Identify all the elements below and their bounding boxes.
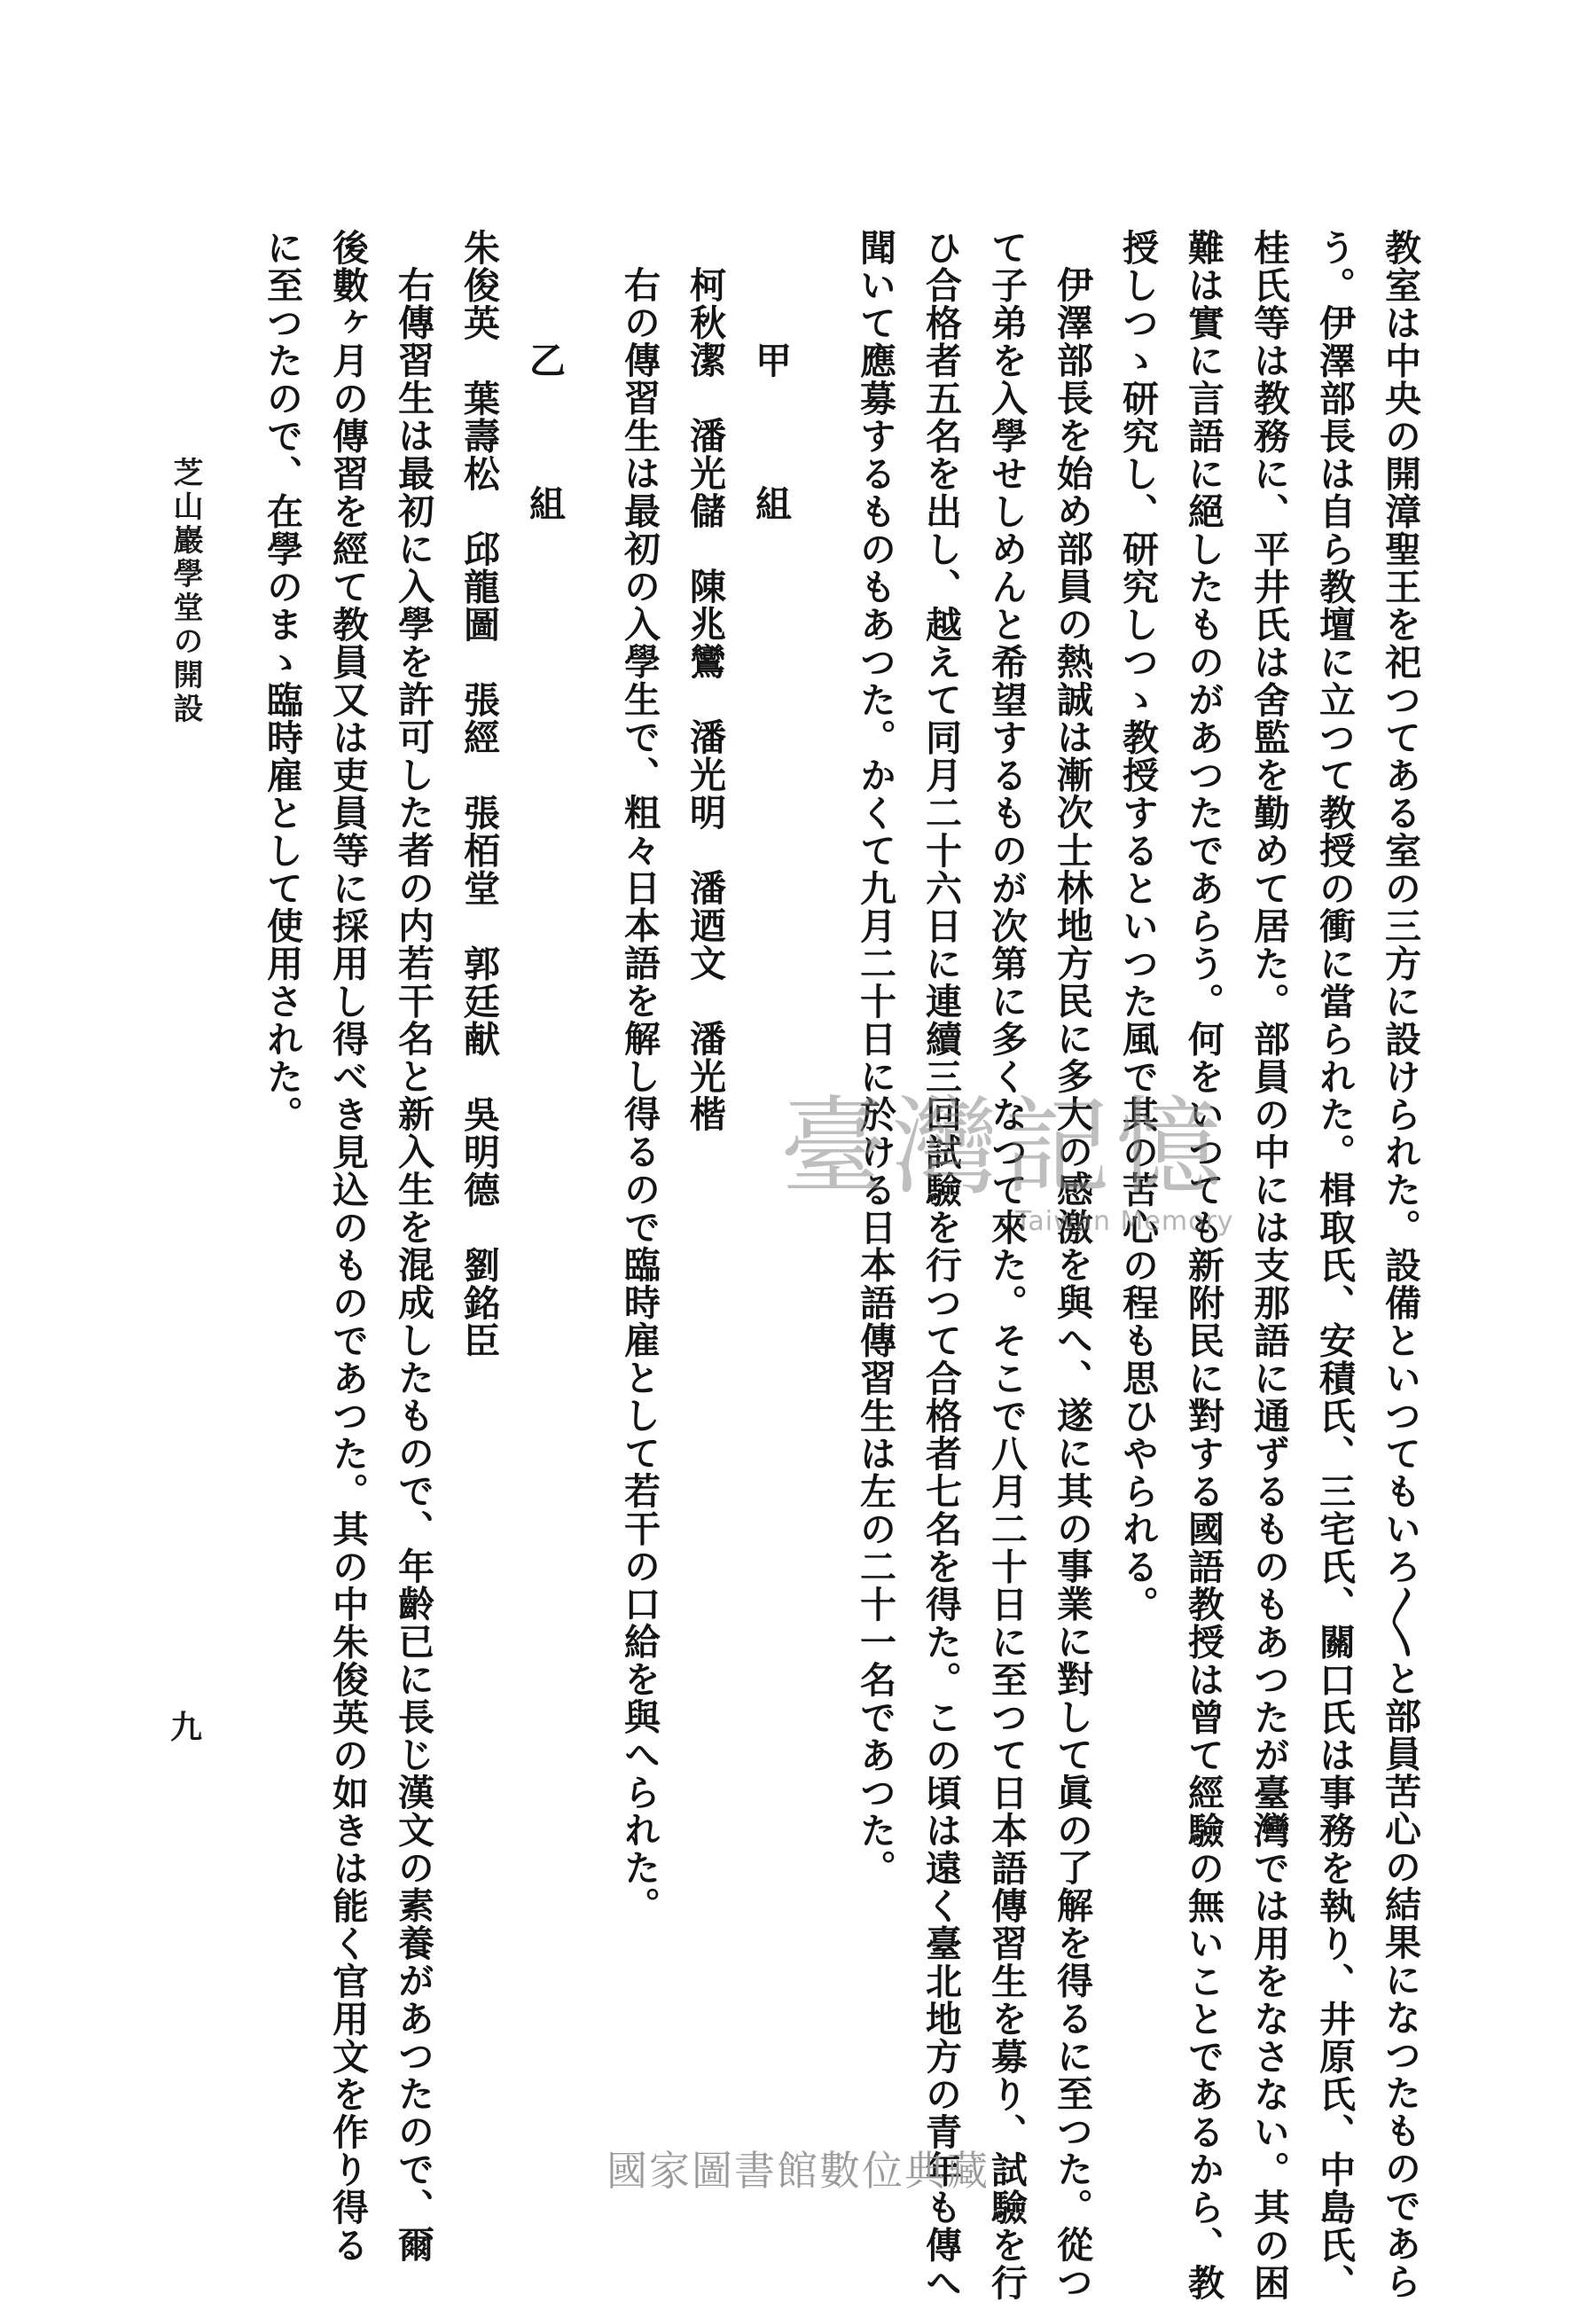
group-heading-b: 乙 組 [523,341,566,557]
text-column-4: 難は實に言語に絕したものがあつたであらう。何をいつても新附民に對する國語教授は曾て經驗の無いことであるから、教 [1182,229,1224,2302]
text-column-1: 教室は中央の開漳聖王を祀つてある室の三方に設けられた。設備といつてもいろ〳〵と部員苦心の結果になつたものであら [1379,229,1421,2300]
text-column-group-b-2: 後數ヶ月の傳習を經て教員又は吏員等に採用し得べき見込のものであつた。其の中朱俊英の如きは能く官用文を作り得る [326,229,369,2264]
text-column-2: う。伊澤部長は自ら教壇に立つて教授の衝に當られた。楫取氏、安積氏、三宅氏、關口氏は事務を執り、井原氏、中島氏、 [1313,229,1356,2302]
text-column-group-a-note: 右の傳習生は最初の入學生で、粗々日本語を解し得るので臨時雇として若干の口給を與へられた。 [618,266,661,1924]
student-names-group-a: 柯秋潔 潘光儲 陳兆鸞 潘光明 潘迺文 潘光楷 [684,266,726,1133]
collection-footer: 國家圖書館數位典藏 [606,2147,990,2195]
group-heading-a: 甲 組 [749,341,792,557]
text-column-5: 授しつゝ研究し、研究しつゝ教授するといつた風で其の苦心の程も思ひやられる。 [1116,229,1159,1624]
text-column-8: ひ合格者五名を出し、越えて同月二十六日に連續三回試驗を行つて合格者七名を得た。この頃は遠く臺北地方の青年も傳へ [919,229,962,2302]
running-head: 芝山巖學堂の開設 [168,457,203,726]
text-column-6: 伊澤部長を始め部員の熱誠は漸次士林地方民に多大の感激を與へ、遂に其の事業に對して眞の了解を得るに至つた。從つ [1051,266,1093,2301]
text-column-7: て子弟を入學せしめんと希望するものが次第に多くなつて來た。そこで八月二十日に至つて日本語傳習生を募り、試驗を行 [985,229,1028,2302]
page-number: 九 [170,1709,203,1746]
student-names-group-b: 朱俊英 葉壽松 邱龍圖 張經 張栢堂 郭廷献 吳明德 劉銘臣 [458,229,500,1359]
watermark-chinese-text: 臺灣記憶 [780,1086,1227,1210]
watermark-english-text: Taiwan Memory [1015,1206,1234,1237]
text-column-9: 聞いて應募するものもあつた。かくて九月二十日に於ける日本語傳習生は左の二十一名であつた。 [854,229,896,1887]
text-column-group-b-1: 右傳習生は最初に入學を許可した者の内若干名と新入生を混成したもので、年齡已に長じ漢文の素養があつたので、爾 [392,266,434,2264]
text-column-3: 桂氏等は教務に、平井氏は舍監を勤めて居た。部員の中には支那語に通ずるものもあつたが臺灣では用をなさない。其の困 [1248,229,1290,2302]
text-column-group-b-3: に至つたので、在學のまゝ臨時雇として使用された。 [261,229,303,1133]
